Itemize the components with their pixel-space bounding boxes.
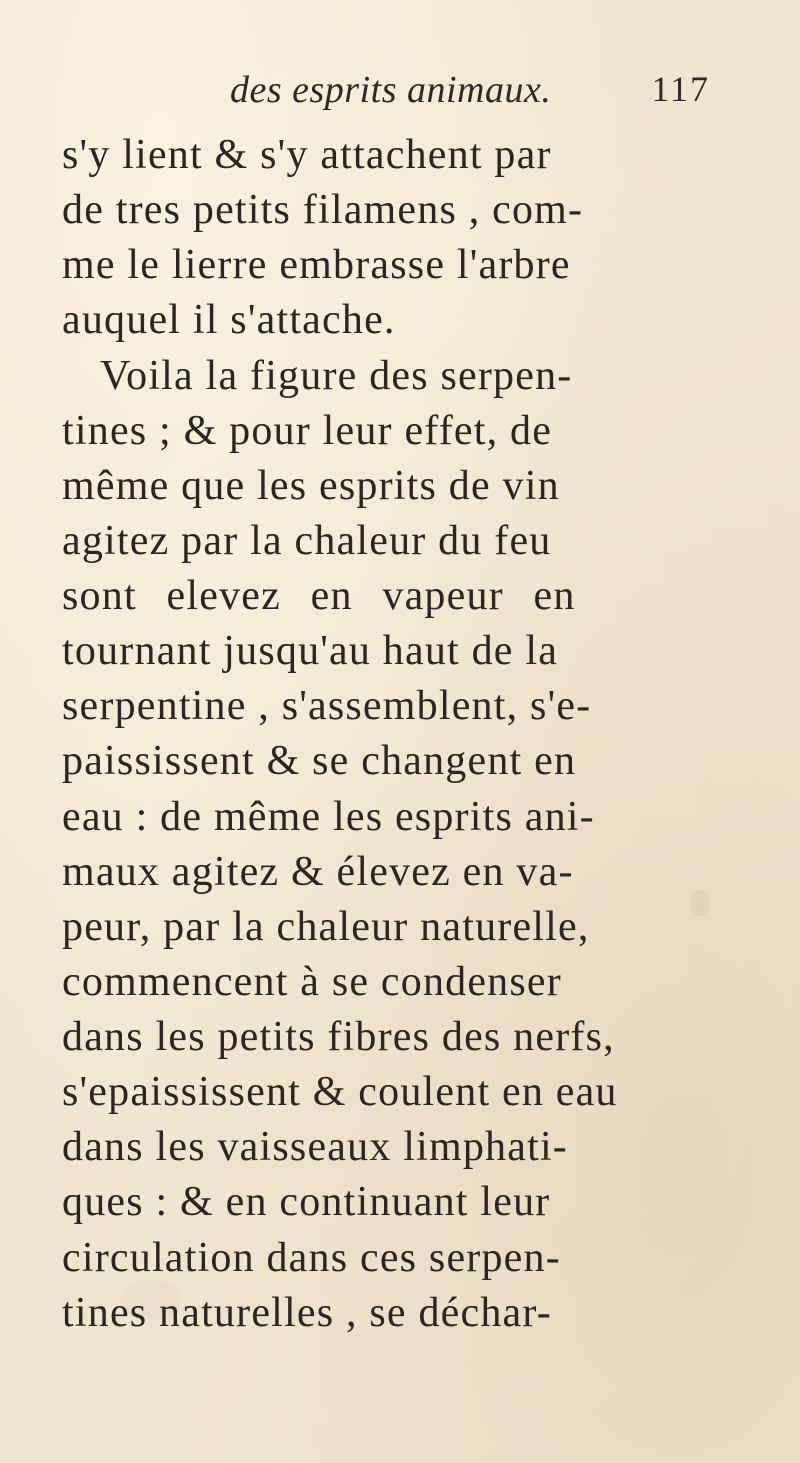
running-head bbox=[230, 68, 710, 118]
text-line: s'epaississent & coulent en eau bbox=[62, 1069, 618, 1115]
text-line: maux agitez & élevez en va- bbox=[62, 849, 574, 895]
paper-stain bbox=[690, 890, 710, 916]
text-line: de tres petits filamens , com- bbox=[62, 187, 584, 233]
text-line: dans les petits fibres des nerfs, bbox=[62, 1014, 615, 1060]
text-line: ques : & en continuant leur bbox=[62, 1179, 551, 1225]
text-line: eau : de même les esprits ani- bbox=[62, 794, 595, 840]
text-line: tines naturelles , se déchar- bbox=[62, 1290, 552, 1336]
text-line: sont elevez en vapeur en bbox=[62, 573, 576, 619]
text-line: serpentine , s'assemblent, s'e- bbox=[62, 683, 592, 729]
page-number: 117 bbox=[651, 69, 710, 109]
text-line: s'y lient & s'y attachent par bbox=[62, 132, 552, 178]
text-line: paississent & se changent en bbox=[62, 738, 577, 784]
text-line: tines ; & pour leur effet, de bbox=[62, 408, 553, 454]
text-line: auquel il s'attache. bbox=[62, 297, 396, 343]
text-line: me le lierre embrasse l'arbre bbox=[62, 242, 571, 288]
text-line: circulation dans ces serpen- bbox=[62, 1235, 561, 1281]
text-line: tournant jusqu'au haut de la bbox=[62, 628, 559, 674]
text-line: peur, par la chaleur naturelle, bbox=[62, 904, 590, 950]
text-line: même que les esprits de vin bbox=[62, 463, 560, 509]
text-line: agitez par la chaleur du feu bbox=[62, 518, 552, 564]
text-line: commencent à se condenser bbox=[62, 959, 562, 1005]
text-line: dans les vaisseaux limphati- bbox=[62, 1124, 568, 1170]
running-title: des esprits animaux. bbox=[230, 69, 552, 111]
text-line: Voila la figure des serpen- bbox=[100, 353, 573, 399]
